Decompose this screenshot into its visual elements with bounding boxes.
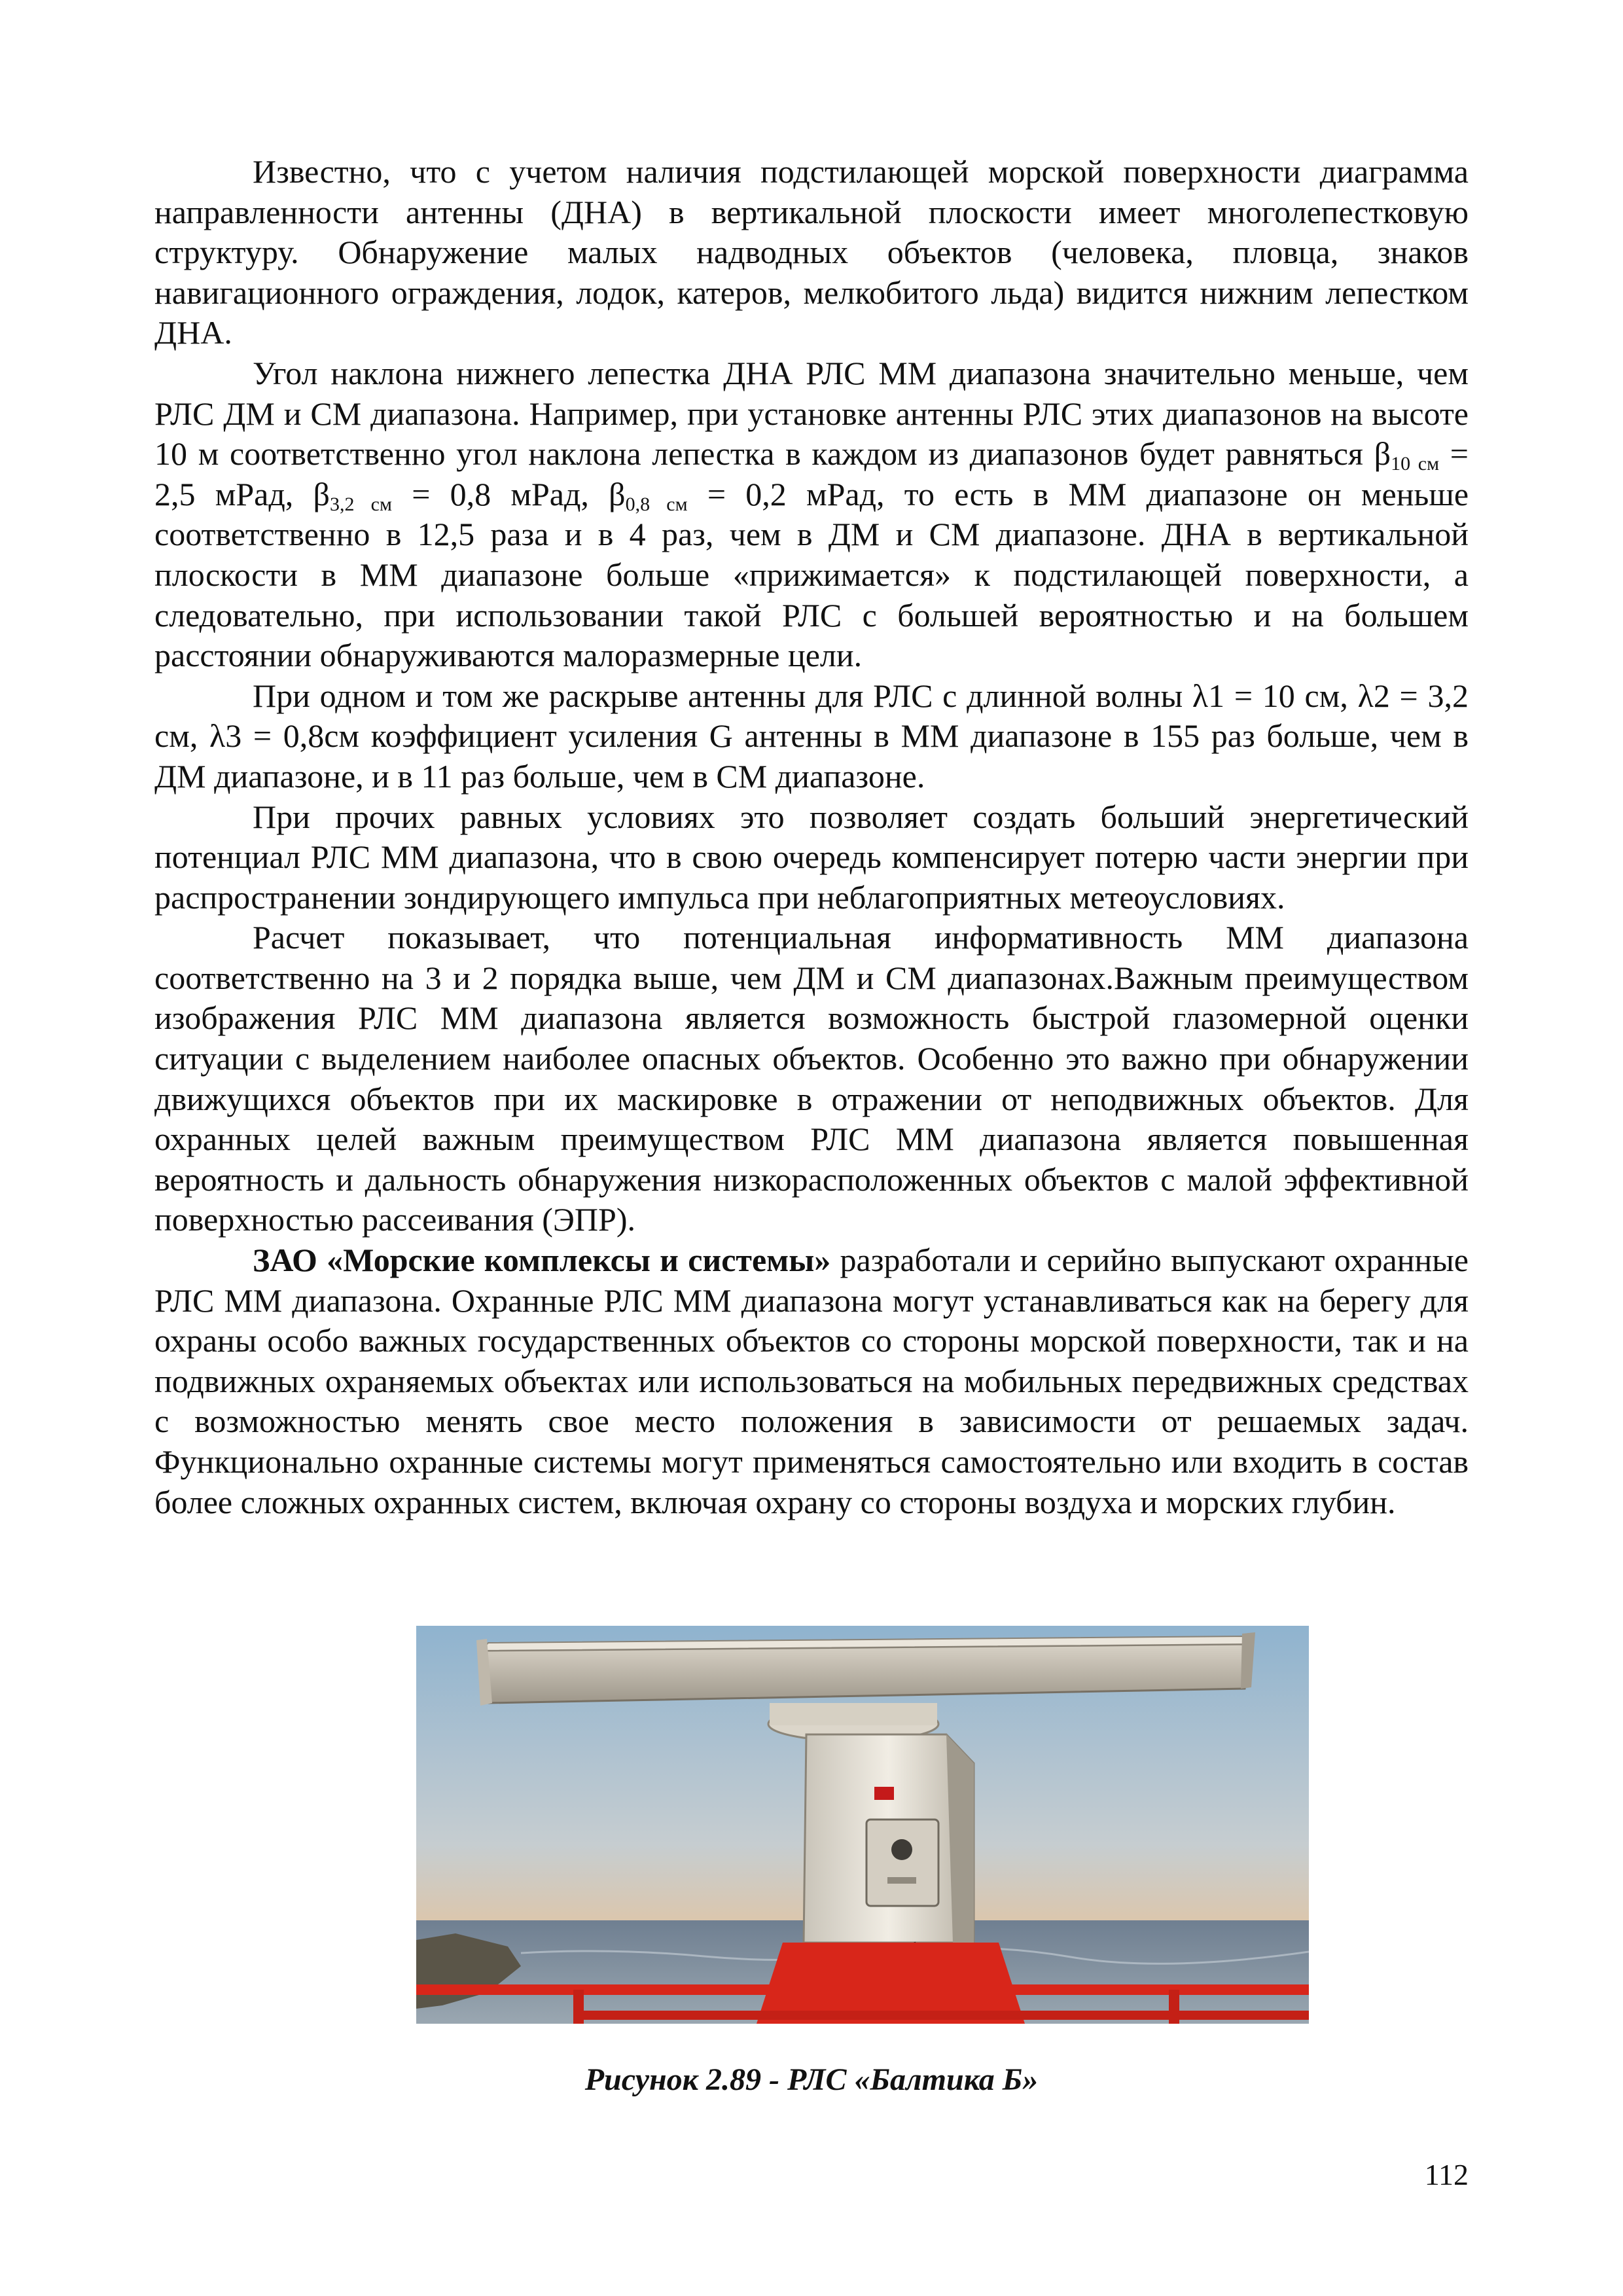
paragraph-6-text: разработали и серийно выпускают охранные РЛС ММ диапазона. Охранные РЛС ММ диапазона могут устанавливаться как на берегу для охраны особо важных государственных объектов со стороны морской поверхности, так и на подвижных охраняемых объектах или использоваться на мобильных передвижных средствах с возможностью менять свое место положения в зависимости от решаемых задач. Функционально охранные системы могут применяться самостоятельно или входить в состав более сложных охранных систем, включая охрану со стороны воздуха и морских глубин. [154,1242,1469,1520]
paragraph-2-part: = 0,8 мРад, β [392,475,626,512]
paragraph-2 [154,353,1469,676]
railing-bar [580,2011,1309,2020]
paragraph-6 [154,1240,1469,1522]
subscript-10cm: 10 см [1391,453,1440,475]
figure-caption: Рисунок 2.89 - РЛС «Балтика Б» [584,2062,1039,2097]
paragraph-3: При одном и том же раскрыве антенны для РЛС с длинной волны λ1 = 10 см, λ2 = 3,2 см, λ3 = 0,8см коэффициент усиления G антенны в ММ диапазоне в 155 раз больше, чем в ДМ диапазоне, и в 11 раз больше, чем в СМ диапазоне. [154,677,1469,795]
indicator-light [874,1787,894,1800]
company-name: ЗАО «Морские комплексы и системы» [253,1242,831,1279]
paragraph-4: При прочих равных условиях это позволяет создать больший энергетический потенциал РЛС ММ диапазона, что в свою очередь компенсирует потерю части энергии при распространении зондирующего импульса при неблагоприятных метеоусловиях. [154,798,1469,916]
paragraph-1: Известно, что с учетом наличия подстилающей морской поверхности диаграмма направленности антенны (ДНА) в вертикальной плоскости имеет многолепестковую структуру. Обнаружение малых надводных объектов (человека, пловца, знаков навигационного ограждения, лодок, катеров, мелкобитого льда) видится нижним лепестком ДНА. [154,153,1469,351]
paragraph-2-part: = 0,2 мРад, то есть в ММ диапазоне он меньше соответственно в 12,5 раза и в 4 раз, чем в ДМ и СМ диапазоне. ДНА в вертикальной плоскости в ММ диапазоне больше «прижимается» к подстилающей поверхности, а следовательно, при использовании такой РЛС с большей вероятностью и на большем расстоянии обнаруживаются малоразмерные цели. [154,475,1469,674]
paragraph-2-part: Угол наклона нижнего лепестка ДНА РЛС ММ диапазона значительно меньше, чем РЛС ДМ и СМ диапазона. Например, при установке антенны РЛС этих диапазонов на высоте 10 м соответственно угол наклона лепестка в каждом из диапазонов будет равняться β [154,354,1469,473]
body-text [154,152,1469,1522]
radar-photo [416,1626,1309,2024]
access-panel [866,1820,938,1906]
rotator-neck [770,1703,937,1725]
subscript-3-2cm: 3,2 см [329,493,392,515]
page-number: 112 [1424,2158,1469,2191]
panel-label [887,1877,916,1884]
paragraph-2-part: = 2,5 мРад, β [154,435,1469,512]
paragraph-5: Расчет показывает, что потенциальная информативность ММ диапазона соответственно на 3 и 2 порядка выше, чем ДМ и СМ диапазонах.Важным преимуществом изображения РЛС ММ диапазона является возможность быстрой глазомерной оценки ситуации с выделением наиболее опасных объектов. Особенно это важно при обнаружении движущихся объектов при их маскировке в отражении от неподвижных объектов. Для охранных целей важным преимуществом РЛС ММ диапазона является повышенная вероятность и дальность обнаружения низкорасположенных объектов с малой эффективной поверхностью рассеивания (ЭПР). [154,919,1469,1238]
railing-post [1169,1990,1179,2024]
railing-post [573,1990,584,2024]
subscript-0-8cm: 0,8 см [625,493,688,515]
panel-knob [891,1839,912,1860]
